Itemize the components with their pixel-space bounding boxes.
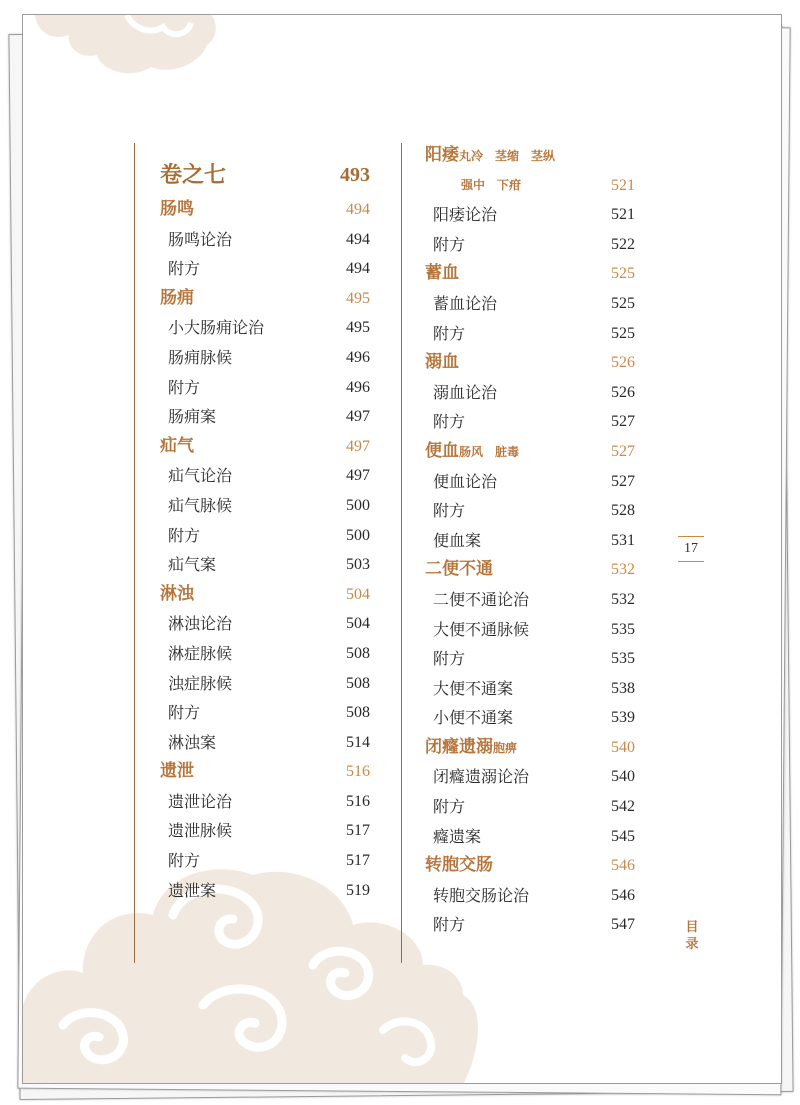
entry-page: 522	[611, 235, 635, 253]
toc-section-entry[interactable]	[425, 851, 635, 881]
toc-section-entry[interactable]	[160, 432, 370, 462]
toc-sub-entry[interactable]	[160, 669, 370, 699]
entry-page: 497	[346, 437, 370, 455]
entry-page: 495	[346, 289, 370, 307]
entry-page: 519	[346, 881, 370, 899]
toc-sub-entry[interactable]	[160, 402, 370, 432]
toc-sub-entry[interactable]	[160, 373, 370, 403]
entry-title: 附方	[168, 259, 201, 279]
entry-page: 508	[346, 704, 370, 722]
entry-title: 闭癃遗溺论治	[433, 767, 530, 787]
toc-sub-entry[interactable]	[160, 728, 370, 758]
entry-page: 517	[346, 822, 370, 840]
entry-page: 527	[611, 442, 635, 460]
entry-page: 496	[346, 348, 370, 366]
entry-title: 便血案	[433, 530, 482, 550]
entry-page: 497	[346, 408, 370, 426]
entry-title: 蓄血论治	[433, 293, 498, 313]
entry-title: 癃遗案	[433, 826, 482, 846]
toc-sub-entry[interactable]	[160, 550, 370, 580]
entry-title: 附方	[433, 797, 466, 817]
page-number: 17	[678, 536, 704, 562]
entry-subtopics: 肠风 脏毒	[459, 444, 520, 459]
toc-sub-entry[interactable]	[425, 910, 635, 940]
entry-title: 疝气	[160, 435, 194, 456]
toc-section-entry[interactable]	[425, 555, 635, 585]
entry-page: 527	[611, 472, 635, 490]
toc-section-entry[interactable]	[425, 733, 635, 763]
right-column-rule	[401, 143, 402, 963]
entry-title: 附方	[433, 915, 466, 935]
toc-sub-entry[interactable]	[425, 230, 635, 260]
toc-sub-entry[interactable]	[425, 407, 635, 437]
toc-sub-entry[interactable]	[425, 319, 635, 349]
entry-subtopics: 胞痹	[493, 740, 518, 755]
toc-right-column	[425, 141, 635, 940]
entry-page: 528	[611, 502, 635, 520]
toc-section-entry[interactable]	[425, 141, 635, 171]
entry-page: 508	[346, 644, 370, 662]
entry-title: 肠痈脉候	[168, 347, 233, 367]
entry-title: 附方	[433, 323, 466, 343]
entry-title: 遗泄案	[168, 880, 217, 900]
entry-title: 蓄血	[425, 263, 459, 284]
entry-page: 516	[346, 792, 370, 810]
toc-sub-entry[interactable]	[425, 792, 635, 822]
toc-sub-entry[interactable]	[160, 698, 370, 728]
entry-title: 肠痈案	[168, 407, 217, 427]
toc-sub-entry[interactable]	[160, 816, 370, 846]
entry-page: 500	[346, 496, 370, 514]
entry-page: 517	[346, 852, 370, 870]
entry-page: 539	[611, 709, 635, 727]
toc-sub-entry[interactable]	[425, 585, 635, 615]
entry-title: 闭癃遗溺	[425, 736, 493, 757]
entry-title: 遗泄论治	[168, 791, 233, 811]
toc-sub-entry[interactable]	[160, 787, 370, 817]
entry-title: 转胞交肠	[425, 855, 493, 876]
entry-page: 494	[346, 201, 370, 218]
entry-title: 浊症脉候	[168, 673, 233, 693]
toc-section-entry[interactable]	[160, 195, 370, 225]
toc-sub-entry[interactable]	[160, 225, 370, 255]
entry-title: 溺血	[425, 352, 459, 373]
entry-title: 便血论治	[433, 471, 498, 491]
entry-subtopics: 丸冷 茎缩 茎纵	[459, 149, 556, 163]
toc-page	[22, 14, 782, 1084]
left-column-rule	[134, 143, 135, 963]
entry-title: 附方	[433, 501, 466, 521]
entry-title: 小大肠痈论治	[168, 318, 265, 338]
toc-sub-entry[interactable]	[160, 876, 370, 906]
toc-sub-entry[interactable]	[425, 703, 635, 733]
entry-page: 495	[346, 319, 370, 337]
entry-page: 546	[611, 886, 635, 904]
entry-title: 肠鸣论治	[168, 229, 233, 249]
toc-sub-entry[interactable]	[425, 200, 635, 230]
toc-sub-entry[interactable]	[160, 491, 370, 521]
entry-title: 附方	[168, 851, 201, 871]
section-label-vertical	[685, 919, 699, 953]
entry-page: 527	[611, 413, 635, 431]
toc-sub-entry[interactable]	[160, 461, 370, 491]
entry-page: 514	[346, 733, 370, 751]
toc-sub-entry[interactable]	[160, 609, 370, 639]
toc-sub-entry[interactable]	[160, 313, 370, 343]
entry-page: 526	[611, 354, 635, 372]
entry-page: 521	[611, 206, 635, 224]
entry-title: 大便不通案	[433, 678, 514, 698]
toc-sub-entry[interactable]	[425, 496, 635, 526]
entry-title: 卷之七	[160, 162, 227, 188]
entry-page: 493	[340, 164, 370, 186]
entry-title: 淋浊	[160, 583, 194, 604]
entry-page: 547	[611, 916, 635, 934]
entry-title: 附方	[433, 649, 466, 669]
entry-title: 二便不通论治	[433, 589, 530, 609]
toc-section-entry[interactable]	[160, 757, 370, 787]
entry-page: 532	[611, 561, 635, 579]
toc-sub-entry[interactable]	[160, 343, 370, 373]
section-label-char: 目	[685, 920, 699, 935]
toc-volume-entry[interactable]	[160, 155, 370, 195]
toc-sub-entry[interactable]	[425, 526, 635, 556]
entry-page: 542	[611, 798, 635, 816]
entry-title: 肠痈	[160, 287, 194, 308]
toc-sub-entry[interactable]	[160, 254, 370, 284]
entry-page: 494	[346, 260, 370, 278]
entry-title: 溺血论治	[433, 382, 498, 402]
toc-section-entry[interactable]	[425, 348, 635, 378]
entry-page: 521	[611, 176, 635, 194]
entry-page: 546	[611, 857, 635, 875]
cloud-ornament-top	[23, 15, 223, 85]
entry-page: 540	[611, 738, 635, 756]
entry-page: 525	[611, 265, 635, 283]
entry-title: 淋浊论治	[168, 614, 233, 634]
entry-title: 转胞交肠论治	[433, 885, 530, 905]
toc-sub-entry[interactable]	[425, 467, 635, 497]
toc-sub-entry[interactable]	[425, 822, 635, 852]
entry-title: 肠鸣	[160, 199, 194, 219]
entry-page: 535	[611, 620, 635, 638]
entry-page: 504	[346, 615, 370, 633]
toc-sub-entry[interactable]	[160, 846, 370, 876]
entry-title: 遗泄脉候	[168, 821, 233, 841]
entry-page: 540	[611, 768, 635, 786]
entry-title: 疝气案	[168, 555, 217, 575]
entry-title: 附方	[168, 703, 201, 723]
entry-title: 疝气论治	[168, 466, 233, 486]
entry-title: 疝气脉候	[168, 495, 233, 515]
entry-page: 494	[346, 230, 370, 248]
entry-page: 531	[611, 531, 635, 549]
toc-sub-entry[interactable]	[160, 639, 370, 669]
entry-page: 532	[611, 590, 635, 608]
entry-title: 阳痿	[425, 145, 459, 165]
toc-sub-entry[interactable]	[425, 674, 635, 704]
entry-title: 附方	[168, 377, 201, 397]
entry-title: 二便不通	[425, 559, 493, 580]
entry-page: 516	[346, 763, 370, 781]
toc-sub-entry[interactable]	[425, 644, 635, 674]
entry-title: 阳痿论治	[433, 205, 498, 225]
toc-sub-entry[interactable]	[425, 378, 635, 408]
entry-title: 淋浊案	[168, 732, 217, 752]
entry-title: 附方	[433, 234, 466, 254]
entry-title: 大便不通脉候	[433, 619, 530, 639]
toc-section-entry-continued[interactable]	[425, 171, 635, 201]
entry-page: 508	[346, 674, 370, 692]
toc-sub-entry[interactable]	[425, 615, 635, 645]
entry-page: 496	[346, 378, 370, 396]
entry-title: 淋症脉候	[168, 643, 233, 663]
entry-page: 538	[611, 679, 635, 697]
entry-title: 附方	[433, 412, 466, 432]
entry-title-group	[425, 437, 519, 468]
toc-section-entry[interactable]	[160, 580, 370, 610]
entry-title: 小便不通案	[433, 708, 514, 728]
entry-page: 500	[346, 526, 370, 544]
entry-title: 遗泄	[160, 761, 194, 782]
toc-sub-entry[interactable]	[425, 881, 635, 911]
toc-section-entry[interactable]	[425, 259, 635, 289]
toc-sub-entry[interactable]	[425, 289, 635, 319]
toc-sub-entry[interactable]	[160, 521, 370, 551]
entry-subtopics: 强中 下疳	[461, 177, 522, 192]
entry-page: 525	[611, 324, 635, 342]
entry-title-group	[425, 141, 555, 172]
toc-section-entry[interactable]	[425, 437, 635, 467]
toc-left-column	[160, 155, 370, 905]
entry-page: 497	[346, 467, 370, 485]
entry-title: 附方	[168, 525, 201, 545]
entry-title-group	[425, 733, 517, 764]
entry-page: 525	[611, 294, 635, 312]
entry-page: 535	[611, 650, 635, 668]
entry-page: 526	[611, 383, 635, 401]
entry-title: 便血	[425, 440, 459, 461]
toc-sub-entry[interactable]	[425, 762, 635, 792]
section-label-char: 录	[685, 937, 699, 952]
entry-page: 545	[611, 827, 635, 845]
entry-page: 503	[346, 556, 370, 574]
entry-page: 504	[346, 585, 370, 603]
toc-section-entry[interactable]	[160, 284, 370, 314]
